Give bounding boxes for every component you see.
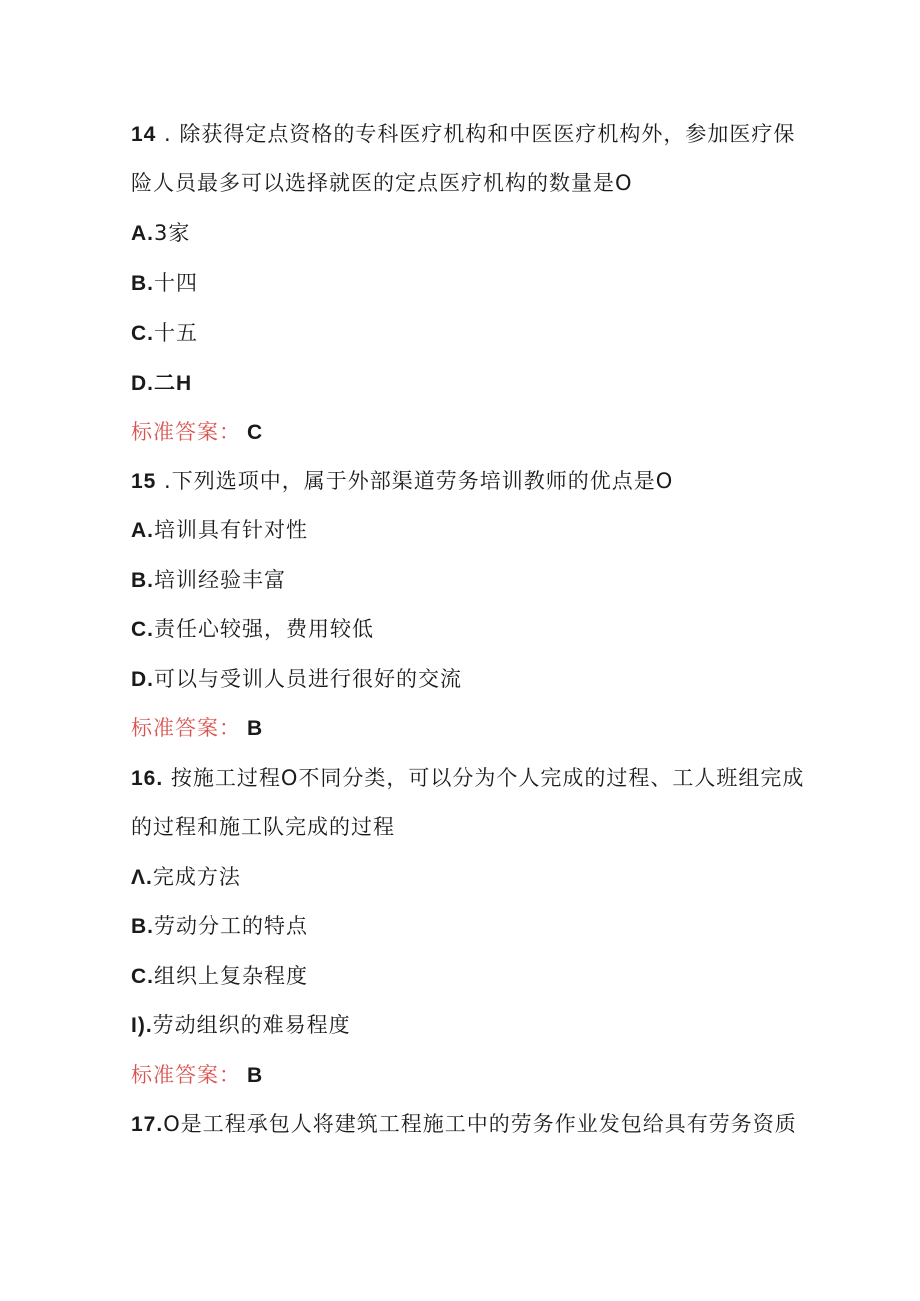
option-text: 责任心较强，费用较低 <box>154 617 374 641</box>
question-15-option-a <box>131 516 308 545</box>
question-15-answer <box>131 714 263 743</box>
question-16-option-c <box>131 962 308 991</box>
question-15-option-b <box>131 566 286 595</box>
option-text: 十五 <box>154 321 198 345</box>
option-letter: A. <box>131 222 154 245</box>
option-letter: A. <box>131 519 154 542</box>
option-letter: D. <box>131 372 154 395</box>
question-number: 15 <box>131 470 157 493</box>
option-text: 十四 <box>154 271 198 295</box>
question-15-stem-line1 <box>131 467 673 496</box>
question-17-stem-line1 <box>131 1110 797 1139</box>
option-letter: B. <box>131 272 154 295</box>
question-number: 16. <box>131 767 164 790</box>
question-14-option-c <box>131 319 198 348</box>
option-text: 培训经验丰富 <box>154 568 286 592</box>
question-16-option-b <box>131 912 308 941</box>
answer-label: 标准答案： <box>131 1063 241 1087</box>
option-text: 劳动组织的难易程度 <box>152 1013 351 1037</box>
question-text: .下列选项中，属于外部渠道劳务培训教师的优点是O <box>156 469 674 493</box>
option-letter: C. <box>131 322 154 345</box>
question-text: . 除获得定点资格的专科医疗机构和中医医疗机构外，参加医疗保 <box>156 122 796 146</box>
question-number: 17. <box>131 1113 164 1136</box>
question-15-option-c <box>131 615 374 644</box>
option-text: 二H <box>154 372 193 395</box>
option-text: 3家 <box>154 221 191 245</box>
answer-value: B <box>247 717 264 740</box>
answer-label: 标准答案： <box>131 420 241 444</box>
option-text: 可以与受训人员进行很好的交流 <box>154 667 462 691</box>
option-letter: Λ. <box>131 866 153 889</box>
question-14-option-a <box>131 219 190 248</box>
option-letter: I). <box>131 1014 153 1037</box>
option-text: 组织上复杂程度 <box>154 964 308 988</box>
question-14-answer <box>131 418 263 447</box>
option-letter: D. <box>131 668 154 691</box>
option-letter: C. <box>131 965 154 988</box>
question-text: 按施工过程O不同分类，可以分为个人完成的过程、工人班组完成 <box>163 766 805 790</box>
option-text: 劳动分工的特点 <box>154 914 308 938</box>
option-letter: C. <box>131 618 154 641</box>
question-15-option-d <box>131 665 462 694</box>
answer-label: 标准答案： <box>131 716 241 740</box>
answer-value: B <box>247 1064 264 1087</box>
option-letter: B. <box>131 915 154 938</box>
question-text: 险人员最多可以选择就医的定点医疗机构的数量是O <box>131 171 633 195</box>
question-14-option-b <box>131 269 198 298</box>
question-16-stem-line1 <box>131 764 804 793</box>
question-14-stem-line2 <box>131 169 633 197</box>
option-text: 培训具有针对性 <box>154 518 308 542</box>
question-text: O是工程承包人将建筑工程施工中的劳务作业发包给具有劳务资质 <box>163 1112 797 1136</box>
question-14-option-d <box>131 369 192 398</box>
question-14-stem-line1 <box>131 120 795 149</box>
question-16-stem-line2 <box>131 813 395 841</box>
question-16-answer <box>131 1061 263 1090</box>
question-text: 的过程和施工队完成的过程 <box>131 815 395 839</box>
option-letter: B. <box>131 569 154 592</box>
answer-value: C <box>247 421 264 444</box>
option-text: 完成方法 <box>152 865 241 889</box>
question-16-option-d <box>131 1011 351 1040</box>
question-16-option-a <box>131 863 241 892</box>
question-number: 14 <box>131 123 157 146</box>
